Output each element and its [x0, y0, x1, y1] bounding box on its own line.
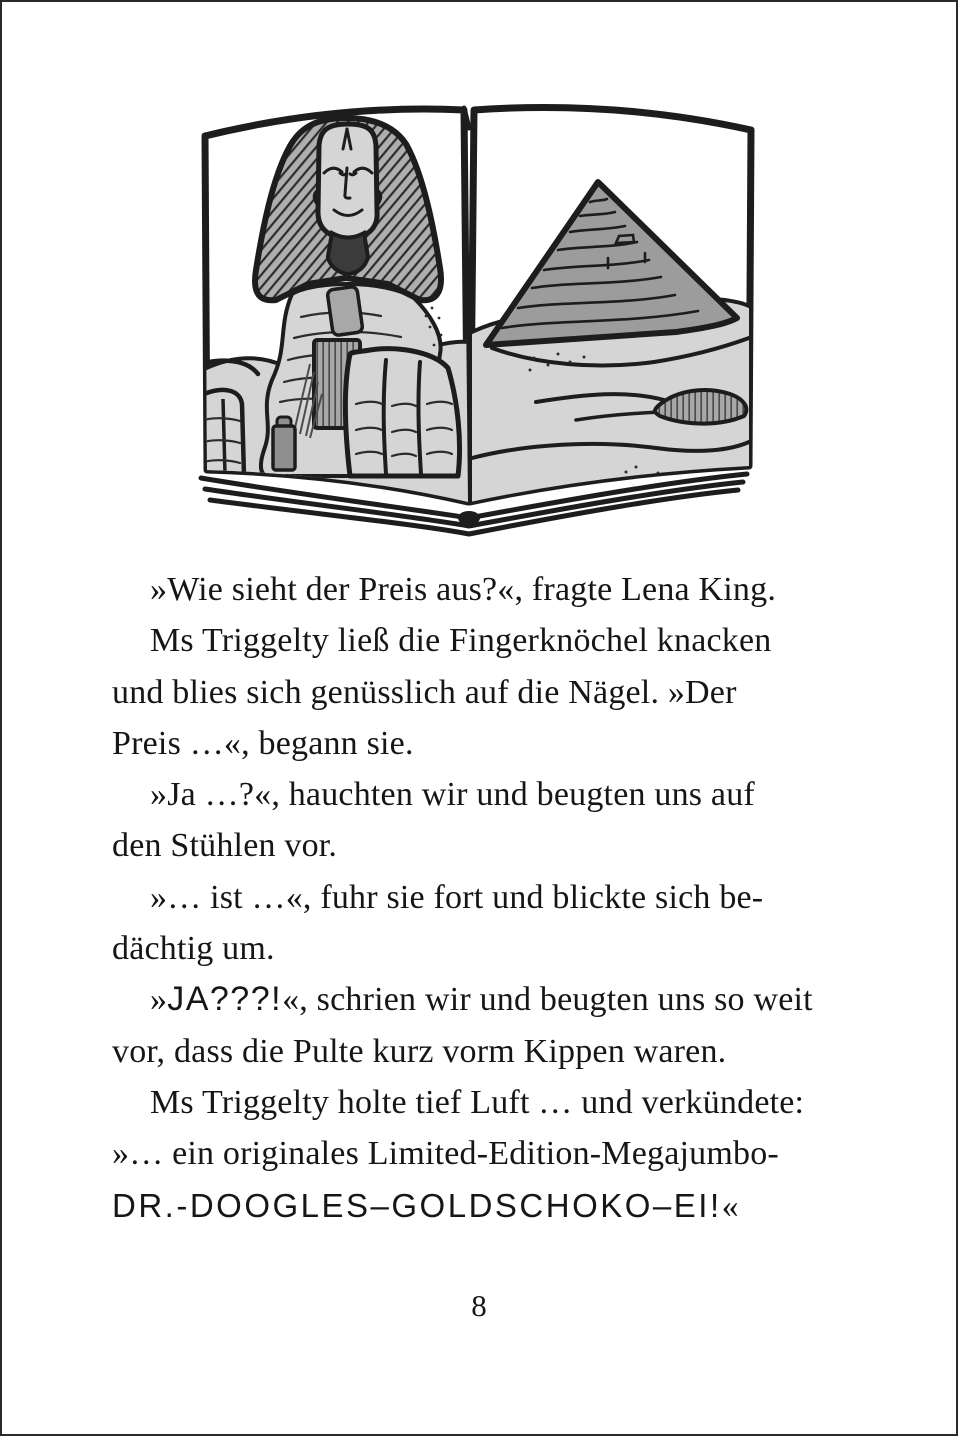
text-segment: »Ja …?«, hauchten wir und beugten uns auf — [150, 776, 755, 814]
text-segment: Ms Triggelty ließ die Fingerknöchel knacken — [150, 622, 772, 660]
text-segment: dächtig um. — [112, 930, 275, 968]
text-line — [112, 1077, 872, 1128]
text-line — [112, 872, 872, 923]
story-text — [112, 564, 872, 1232]
text-line — [112, 1180, 872, 1232]
text-segment: und blies sich genüsslich auf die Nägel. »Der — [112, 673, 737, 711]
text-line — [112, 769, 872, 820]
text-line — [112, 564, 872, 615]
book-illustration — [196, 102, 762, 542]
spine-bottom — [458, 511, 480, 525]
text-line — [112, 667, 872, 718]
text-segment: » — [150, 981, 168, 1019]
text-segment: »… ist …«, fuhr sie fort und blickte sich be- — [150, 878, 764, 916]
text-line — [112, 820, 872, 871]
text-segment: Preis …«, begann sie. — [112, 724, 414, 762]
text-line — [112, 923, 872, 974]
product-name-text: DR.-DOOGLES–GOLDSCHOKO–EI! — [112, 1186, 722, 1224]
text-line — [112, 974, 872, 1025]
text-line — [112, 1128, 872, 1179]
page-number: 8 — [471, 1288, 487, 1323]
text-line — [112, 1026, 872, 1077]
text-line — [112, 615, 872, 666]
text-line — [112, 718, 872, 769]
text-segment: vor, dass die Pulte kurz vorm Kippen waren. — [112, 1032, 727, 1070]
text-segment: «, schrien wir und beugten uns so weit — [282, 981, 813, 1019]
sphinx-beard — [328, 233, 368, 274]
text-segment: »… ein originales Limited-Edition-Megajumbo- — [112, 1135, 779, 1173]
text-segment: Ms Triggelty holte tief Luft … und verkündete: — [150, 1083, 805, 1121]
text-segment: »Wie sieht der Preis aus?«, fragte Lena King. — [150, 571, 777, 608]
text-segment: den Stühlen vor. — [112, 827, 338, 865]
shout-text: JA???! — [167, 980, 283, 1019]
text-segment: « — [721, 1187, 739, 1225]
